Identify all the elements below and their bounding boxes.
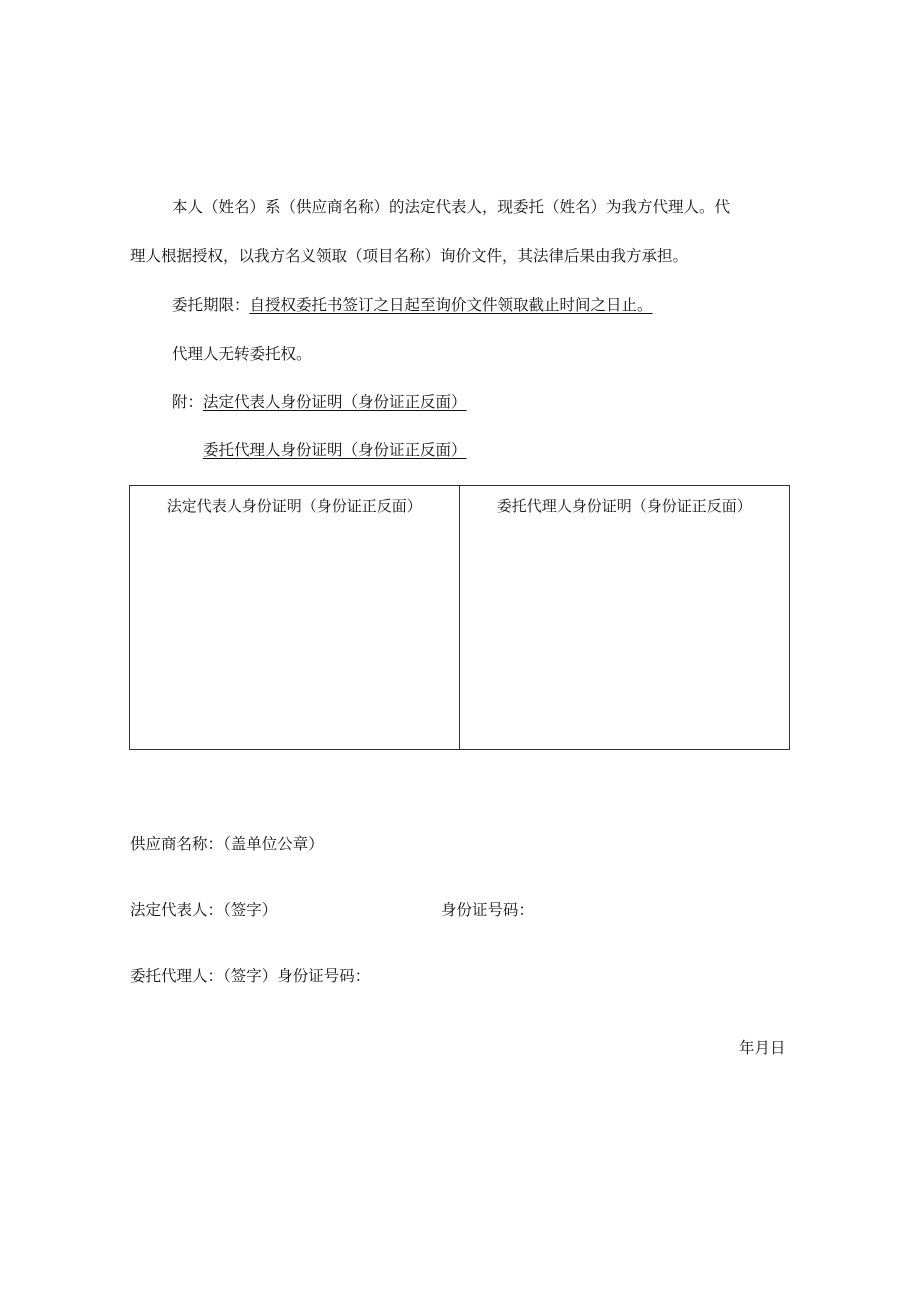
legal-rep-id-box (130, 486, 460, 749)
term-label: 委托期限： (172, 296, 250, 314)
supplier-name-line: 供应商名称：（盖单位公章） (130, 835, 324, 853)
attachment-line-1 (172, 392, 467, 412)
date-line: 年月日 (739, 1039, 786, 1057)
intro-line-2: 理人根据授权，以我方名义领取（项目名称）询价文件，其法律后果由我方承担。 (130, 247, 689, 265)
legal-rep-id-number-label: 身份证号码： (441, 901, 535, 919)
agent-signature-line: 委托代理人：（签字）身份证号码： (130, 967, 371, 985)
attachment-line-2 (203, 440, 467, 460)
agent-id-box-caption: 委托代理人身份证明（身份证正反面） (496, 497, 752, 515)
no-subdelegation-text: 代理人无转委托权。 (172, 345, 312, 363)
id-copy-table (129, 485, 790, 750)
attachment-label: 附： (172, 393, 204, 411)
legal-rep-signature-line: 法定代表人：（签字） (130, 901, 278, 919)
attachment-item-legal-rep-id: 法定代表人身份证明（身份证正反面） (203, 393, 467, 411)
term-paragraph (172, 295, 653, 315)
attachment-item-agent-id: 委托代理人身份证明（身份证正反面） (203, 441, 467, 459)
intro-line-1: 本人（姓名）系（供应商名称）的法定代表人，现委托（姓名）为我方代理人。代 (172, 198, 731, 216)
agent-id-box (460, 486, 790, 749)
legal-rep-id-box-caption: 法定代表人身份证明（身份证正反面） (166, 497, 422, 515)
term-value: 自授权委托书签订之日起至询价文件领取截止时间之日止。 (249, 296, 653, 314)
